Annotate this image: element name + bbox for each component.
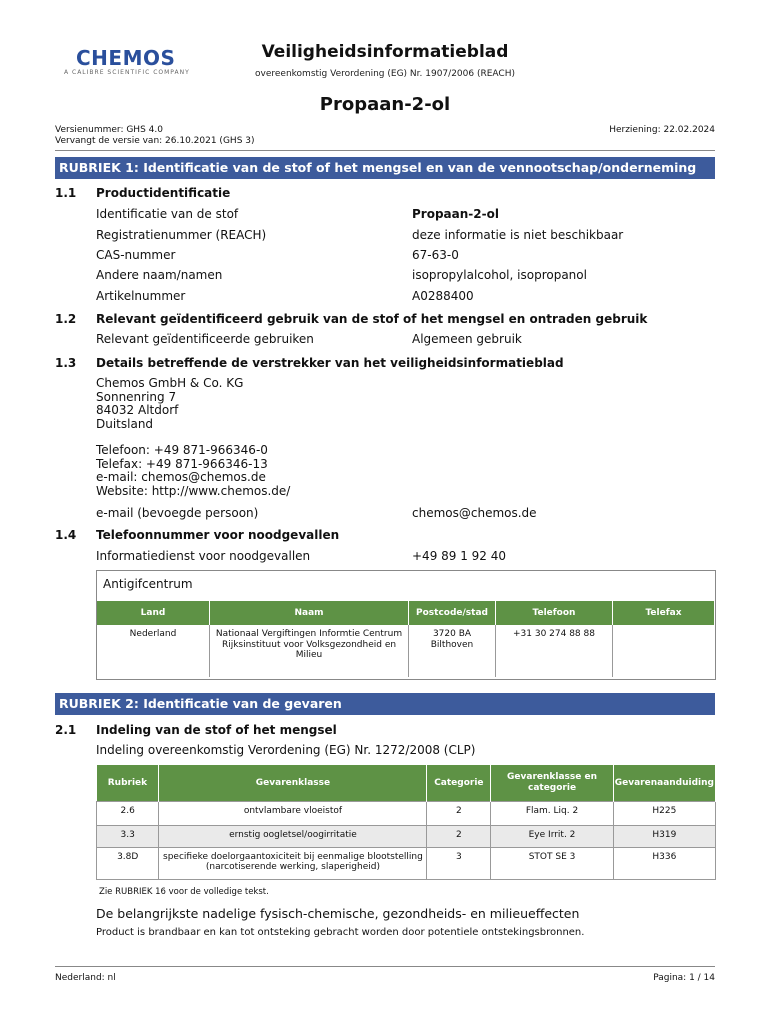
table-cell: 3.8D [97, 848, 159, 880]
contact-phone: Telefoon: +49 871-966346-0 [96, 443, 268, 457]
product-name: Propaan-2-ol [319, 94, 451, 115]
table-cell: H225 [613, 802, 715, 826]
section-2-1-number: 2.1 [55, 723, 77, 737]
table-cell: 2 [427, 802, 491, 826]
field-label: Registratienummer (REACH) [96, 228, 267, 242]
section-1-2-number: 1.2 [55, 312, 77, 326]
section-1-2-title: Relevant geïdentificeerd gebruik van de stof of het mengsel en ontraden gebruik [96, 312, 648, 326]
table-cell: H336 [613, 848, 715, 880]
table-header: Gevarenklasse [159, 765, 427, 802]
table-cell: ontvlambare vloeistof [159, 802, 427, 826]
supplier-contact [96, 444, 290, 498]
field-label: Informatiedienst voor noodgevallen [96, 549, 311, 563]
address-line: Sonnenring 7 [96, 389, 177, 404]
table-header: Naam [210, 601, 409, 625]
field-value: Algemeen gebruik [412, 332, 522, 346]
table-cell: ernstig oogletsel/oogirritatie [159, 826, 427, 848]
section-2-header: RUBRIEK 2: Identificatie van de gevaren [55, 693, 715, 715]
footer-language: Nederland: nl [55, 973, 116, 983]
address-line: 84032 Altdorf [96, 403, 179, 417]
field-value: A0288400 [412, 289, 474, 303]
document-subtitle: overeenkomstig Verordening (EG) Nr. 1907/2006 (REACH) [255, 69, 515, 79]
table-row [97, 802, 716, 826]
section-1-1-number: 1.1 [55, 186, 77, 200]
footer-divider [55, 966, 715, 967]
contact-fax: Telefax: +49 871-966346-13 [96, 456, 268, 471]
table-cell: STOT SE 3 [491, 848, 613, 880]
table-cell [613, 625, 715, 677]
table-cell: +31 30 274 88 88 [496, 625, 613, 677]
classification-subtitle: Indeling overeenkomstig Verordening (EG) Nr. 1272/2008 (CLP) [96, 743, 476, 757]
contact-website: Website: http://www.chemos.de/ [96, 483, 291, 498]
table-header: Gevarenaanduiding [613, 765, 715, 802]
table-row [97, 625, 715, 677]
table-cell: Flam. Liq. 2 [491, 802, 613, 826]
poison-centre-table [97, 601, 715, 677]
field-value: isopropylalcohol, isopropanol [412, 268, 587, 282]
table-cell: Nederland [97, 625, 210, 677]
field-label: CAS-nummer [96, 248, 176, 262]
table-header: Rubriek [97, 765, 159, 802]
section-1-3-title: Details betreffende de verstrekker van het veiligheidsinformatieblad [96, 356, 564, 370]
table-cell: 3 [427, 848, 491, 880]
logo-subtext: A CALIBRE SCIENTIFIC COMPANY [64, 69, 190, 76]
contact-email: e-mail: chemos@chemos.de [96, 470, 266, 484]
table-header: Gevarenklasse en categorie [491, 765, 613, 802]
table-cell: 2.6 [97, 802, 159, 826]
field-value: Propaan-2-ol [412, 207, 499, 221]
email-link[interactable]: chemos@chemos.de [412, 506, 537, 520]
field-label: Andere naam/namen [96, 268, 223, 282]
poison-centre-box [96, 570, 716, 680]
table-cell: H319 [613, 826, 715, 848]
document-title: Veiligheidsinformatieblad [261, 42, 509, 62]
table-row [97, 826, 716, 848]
effects-text: Product is brandbaar en kan tot ontsteking gebracht worden door potentiele ontstekingsbronnen. [96, 927, 585, 938]
section-1-1-title: Productidentificatie [96, 186, 231, 200]
section-1-4-number: 1.4 [55, 528, 77, 542]
table-cell: specifieke doelorgaantoxiciteit bij eenmalige blootstelling (narcotiserende werking, slaperigheid) [159, 848, 427, 880]
supplier-address [96, 377, 243, 431]
replaces-version: Vervangt de versie van: 26.10.2021 (GHS 3) [55, 136, 255, 146]
table-cell: 3720 BA Bilthoven [409, 625, 496, 677]
field-label: e-mail (bevoegde persoon) [96, 506, 259, 520]
field-value: +49 89 1 92 40 [412, 549, 507, 563]
header-divider [55, 150, 715, 151]
section-1-3-number: 1.3 [55, 356, 77, 370]
address-line: Duitsland [96, 416, 154, 431]
effects-heading: De belangrijkste nadelige fysisch-chemische, gezondheids- en milieueffecten [96, 906, 580, 921]
field-label: Identificatie van de stof [96, 207, 239, 221]
table-cell: Nationaal Vergiftingen Informtie Centrum Rijksinstituut voor Volksgezondheid en Milieu [210, 625, 409, 677]
table-header: Telefoon [496, 601, 613, 625]
footer-page-number: Pagina: 1 / 14 [653, 973, 715, 983]
section-1-header: RUBRIEK 1: Identificatie van de stof of het mengsel en van de vennootschap/onderneming [55, 157, 715, 179]
field-value: deze informatie is niet beschikbaar [412, 228, 624, 242]
table-header: Telefax [613, 601, 715, 625]
field-label: Artikelnummer [96, 289, 186, 303]
address-line: Chemos GmbH & Co. KG [96, 376, 244, 390]
table-cell: Eye Irrit. 2 [491, 826, 613, 848]
table-cell: 2 [427, 826, 491, 848]
hazard-classification-table [96, 765, 716, 880]
field-label: Relevant geïdentificeerde gebruiken [96, 332, 314, 346]
table-header: Categorie [427, 765, 491, 802]
revision-date: Herziening: 22.02.2024 [609, 125, 715, 135]
table-row [97, 848, 716, 880]
classification-note: Zie RUBRIEK 16 voor de volledige tekst. [99, 887, 269, 897]
table-header: Land [97, 601, 210, 625]
section-1-4-title: Telefoonnummer voor noodgevallen [96, 528, 340, 542]
table-cell: 3.3 [97, 826, 159, 848]
section-2-1-title: Indeling van de stof of het mengsel [96, 723, 337, 737]
version-number: Versienummer: GHS 4.0 [55, 125, 163, 135]
table-header: Postcode/stad [409, 601, 496, 625]
field-value: 67-63-0 [412, 248, 459, 262]
logo-text: CHEMOS [76, 46, 176, 70]
poison-centre-title: Antigifcentrum [103, 577, 193, 591]
